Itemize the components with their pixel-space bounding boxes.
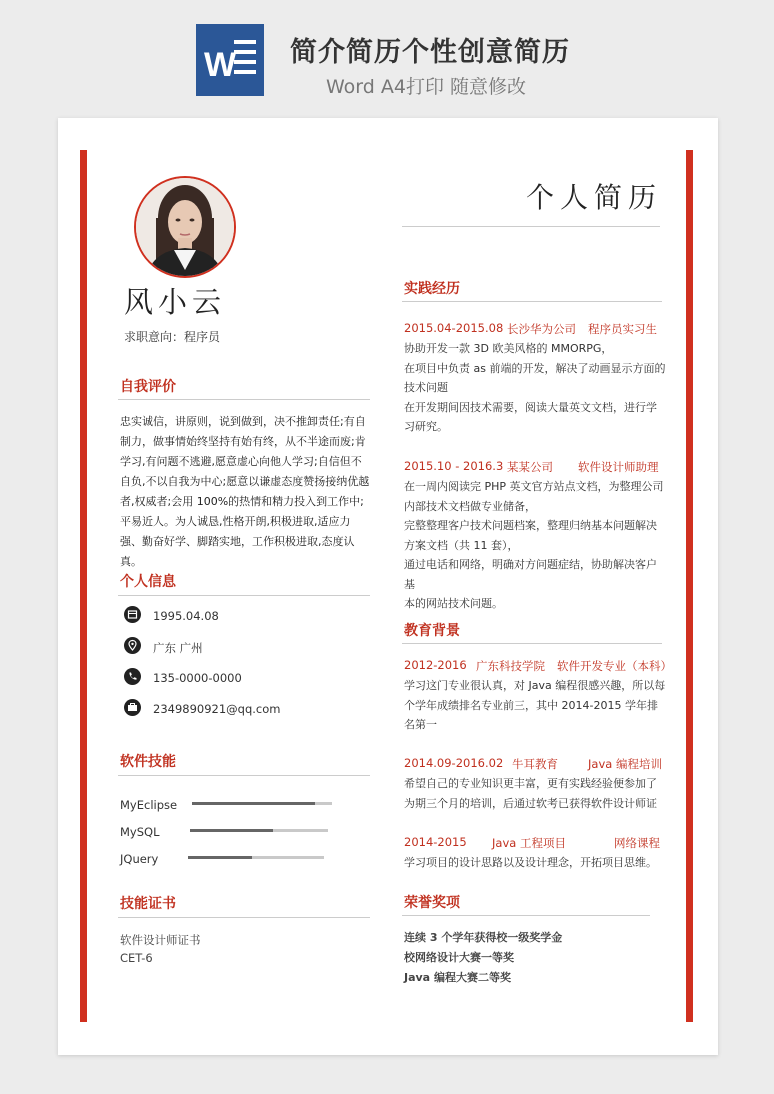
phone-icon: [124, 668, 141, 685]
skill-level-fill: [188, 856, 252, 859]
skill-bar: [192, 802, 332, 805]
honor-item: 连续 3 个学年获得校一级奖学金: [404, 931, 563, 944]
honor-item: Java 编程大赛二等奖: [404, 971, 511, 984]
location-pin-icon: [124, 637, 141, 654]
self-eval-text: 忠实诚信，讲原则，说到做到，决不推卸责任;有自制力，做事情始终坚持有始有终，从不半途而废;肯学习,有问题不逃避,愿意虚心向他人学习;自信但不自负,不以自我为中心;愿意以谦虚态度赞扬接纳优越者,权威者;会用 100%的热情和精力投入到工作中;平易近人。为人诚恳,性格开朗,积极进取,适应力强、勤奋好学、脚踏实地，工作积极进取,态度认真。: [120, 415, 370, 568]
practice-entry-body: 协助开发一款 3D 欧美风格的 MMORPG， 在项目中负责 as 前端的开发，解决了动画显示方面的技术问题 在开发期间因技术需要，阅读大量英文文档，进行学习研究。: [404, 342, 666, 433]
skill-bar: [190, 829, 328, 832]
section-divider: [118, 917, 370, 918]
skill-name: MyEclipse: [120, 798, 178, 812]
education-entry-body: 希望自己的专业知识更丰富，更有实践经验便参加了为期三个月的培训，后通过软考已获得软件设计师证: [404, 777, 657, 810]
skill-name: JQuery: [120, 852, 159, 866]
doc-title: 个人简历: [526, 181, 663, 214]
honors-heading: 荣誉奖项: [404, 895, 460, 911]
svg-text:W: W: [204, 46, 237, 84]
resume-page: 风小云 求职意向：程序员 自我评价 忠实诚信，讲原则，说到做到，决不推卸责任;有自制力，做事情始终坚持有始有终，从不半途而废;肯学习,有问题不逃避,愿意虚心向他人学习;自信但不自负,不以自我为中心;愿意以谦虚态度赞扬接纳优越者,权威者;会用 100%的热情和精力投入到工作中;平易近人。为人诚恳,性格开朗,积极进取,适应力强、勤奋好学、脚踏实地，工作积极进取,态度认真。 个人信息 1995.04.08 广东 广州 135-0000-0000 2349890921@qq.com 软件技能 MyEclipse MySQL JQuery 技能证书 软件设计师证书 CET-6 个人简历 实践经历 2015.04-2015.08 长沙华为公司 程序员实习生 协助开发一款 3D 欧美风格的 MMORPG， 在项目中负责 as 前端的开发，解决了动画显示方面的技术问题 在开发期间因技术需要，阅读大量英文文档，进行学习研究。 2015.10 - 2016.3 某某公司 软件设计师助理 在一周内阅读完 PHP 英文官方站点文档，为整理公司内部技术文档做专业储备， 完整整理客户技术问题档案，整理归纳基本问题解决方案文档（共 11 套）， 通过电话和网络，明确对方问题症结，协助解决客户基 本的网站技术问题。 教育背景 2012-2016 广东科技学院 软件开发专业（本科） 学习这门专业很认真，对 Java 编程很感兴趣，所以每个学年成绩排名专业前三，其中 2014-2015 学年排名第一 2014.09-2016.02 牛耳教育 Java 编程培训 希望自己的专业知识更丰富，更有实践经验便参加了为期三个月的培训，后通过软考已获得软件设计师证 2014-2015 Java 工程项目 网络课程 学习项目的设计思路以及设计理念，开拓项目思维。 荣誉奖项 连续 3 个学年获得校一级奖学金 校网络设计大赛一等奖 Java 编程大赛二等奖: [58, 118, 718, 1055]
honor-item: 校网络设计大赛一等奖: [404, 951, 514, 964]
cert-item: 软件设计师证书: [120, 933, 201, 947]
personal-info-heading: 个人信息: [120, 574, 176, 590]
skill-name: MySQL: [120, 825, 160, 839]
email-icon: [124, 699, 141, 716]
practice-heading: 实践经历: [404, 281, 460, 297]
section-divider: [402, 915, 650, 916]
section-divider: [402, 643, 662, 644]
calendar-icon: [124, 606, 141, 623]
skill-level-fill: [190, 829, 273, 832]
left-accent-bar: [80, 150, 87, 1022]
section-divider: [402, 301, 662, 302]
job-intent: 求职意向：程序员: [124, 330, 221, 344]
applicant-name: 风小云: [124, 285, 227, 319]
honors-list: [404, 928, 562, 988]
cert-item: CET-6: [120, 951, 153, 965]
certs-heading: 技能证书: [120, 896, 176, 912]
practice-entry-body: 在一周内阅读完 PHP 英文官方站点文档，为整理公司内部技术文档做专业储备， 完整整理客户技术问题档案，整理归纳基本问题解决方案文档（共 11 套）， 通过电话和网络，明确对方问题症结，协助解决客户基 本的网站技术问题。: [404, 480, 664, 610]
template-subtitle: Word A4打印 随意修改: [326, 76, 527, 98]
education-entry-body: 学习项目的设计思路以及设计理念，开拓项目思维。: [404, 856, 657, 869]
right-accent-bar: [686, 150, 693, 1022]
skill-level-fill: [192, 802, 315, 805]
word-logo-icon: [196, 24, 264, 96]
skill-bar: [188, 856, 324, 859]
self-eval-heading: 自我评价: [120, 379, 176, 395]
profile-photo: [134, 176, 236, 278]
section-divider: [118, 399, 370, 400]
education-entry-body: 学习这门专业很认真，对 Java 编程很感兴趣，所以每个学年成绩排名专业前三，其中 2014-2015 学年排名第一: [404, 679, 666, 731]
title-divider: [402, 226, 660, 227]
education-heading: 教育背景: [404, 623, 460, 639]
section-divider: [118, 775, 370, 776]
skills-heading: 软件技能: [120, 754, 176, 770]
template-title: 简介简历个性创意简历: [290, 37, 570, 68]
section-divider: [118, 595, 370, 596]
